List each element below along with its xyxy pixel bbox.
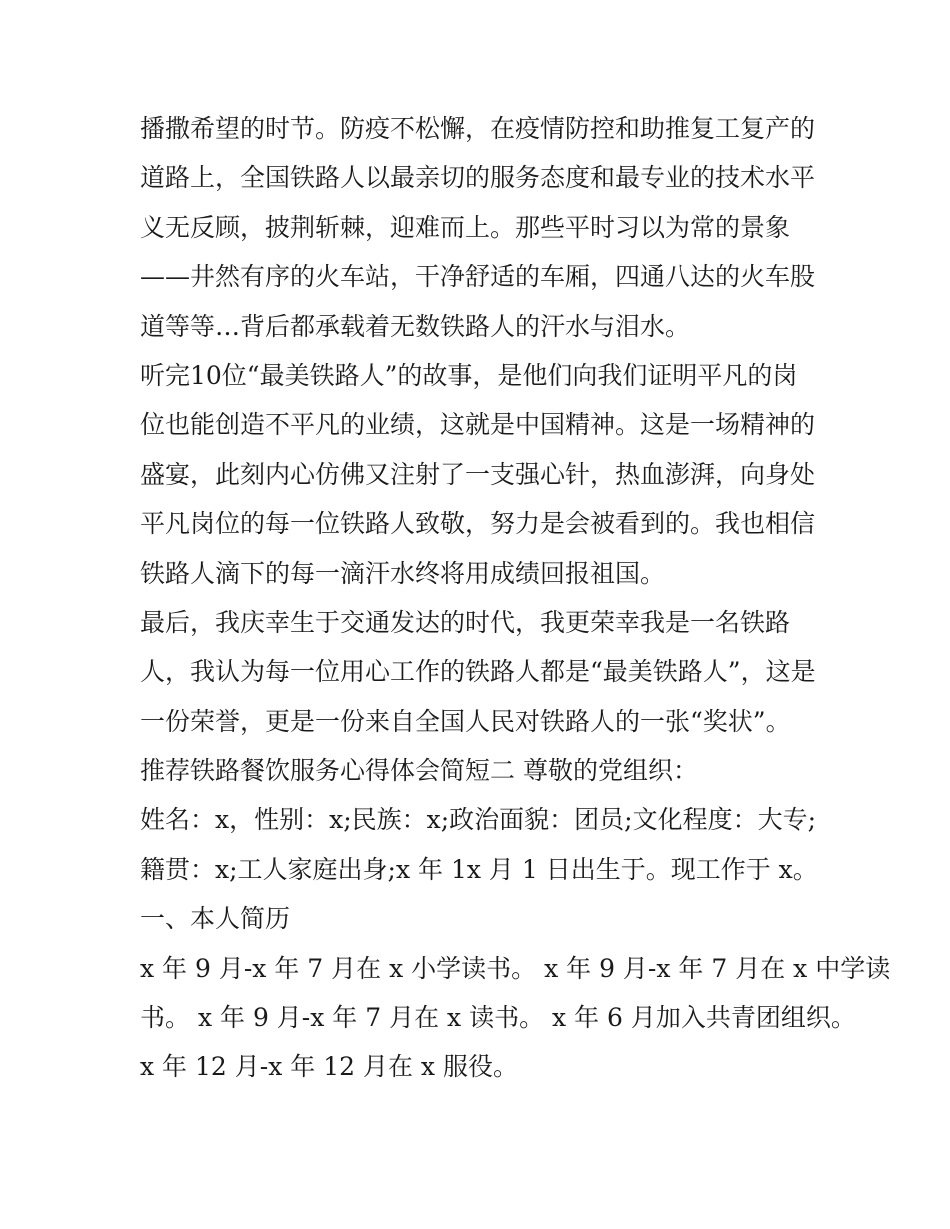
text-line: ——井然有序的火车站，干净舒适的车厢，四通八达的火车股: [140, 262, 816, 292]
text-line: 道路上，全国铁路人以最亲切的服务态度和最专业的技术水平: [140, 163, 816, 193]
text-line: 平凡岗位的每一位铁路人致敬，努力是会被看到的。我也相信: [140, 509, 816, 539]
text-line: x 年 9 月-x 年 7 月在 x 小学读书。 x 年 9 月-x 年 7 月在 x 中学读: [140, 953, 891, 983]
text-line: 播撒希望的时节。防疫不松懈，在疫情防控和助推复工复产的: [140, 114, 816, 143]
text-line: 最后，我庆幸生于交通发达的时代，我更荣幸我是一名铁路: [140, 607, 791, 637]
text-line: 书。 x 年 9 月-x 年 7 月在 x 读书。 x 年 6 月加入共青团组织。: [140, 1003, 856, 1033]
text-line: 人，我认为每一位用心工作的铁路人都是“最美铁路人”，这是: [140, 657, 816, 687]
document-body: [140, 104, 891, 1092]
text-line: 铁路人滴下的每一滴汗水终将用成绩回报祖国。: [140, 558, 666, 588]
text-line: 籍贯：x;工人家庭出身;x 年 1x 月 1 日出生于。现工作于 x。: [140, 854, 818, 884]
text-line: 一份荣誉，更是一份来自全国人民对铁路人的一张“奖状”。: [140, 706, 791, 736]
text-line: 位也能创造不平凡的业绩，这就是中国精神。这是一场精神的: [140, 410, 816, 440]
section-heading: 推荐铁路餐饮服务心得体会简短二 尊敬的党组织：: [140, 756, 698, 786]
section-heading: 一、本人简历: [140, 904, 291, 934]
text-line: 听完10位“最美铁路人”的故事，是他们向我们证明平凡的岗: [140, 360, 798, 390]
text-line: 道等等…背后都承载着无数铁路人的汗水与泪水。: [140, 311, 691, 341]
text-line: x 年 12 月-x 年 12 月在 x 服役。: [140, 1052, 518, 1082]
text-line: 盛宴，此刻内心仿佛又注射了一支强心针，热血澎湃，向身处: [140, 459, 816, 489]
text-line: 义无反顾，披荆斩棘，迎难而上。那些平时习以为常的景象: [140, 212, 791, 242]
text-line: 姓名：x，性别：x;民族：x;政治面貌：团员;文化程度：大专;: [140, 805, 816, 835]
